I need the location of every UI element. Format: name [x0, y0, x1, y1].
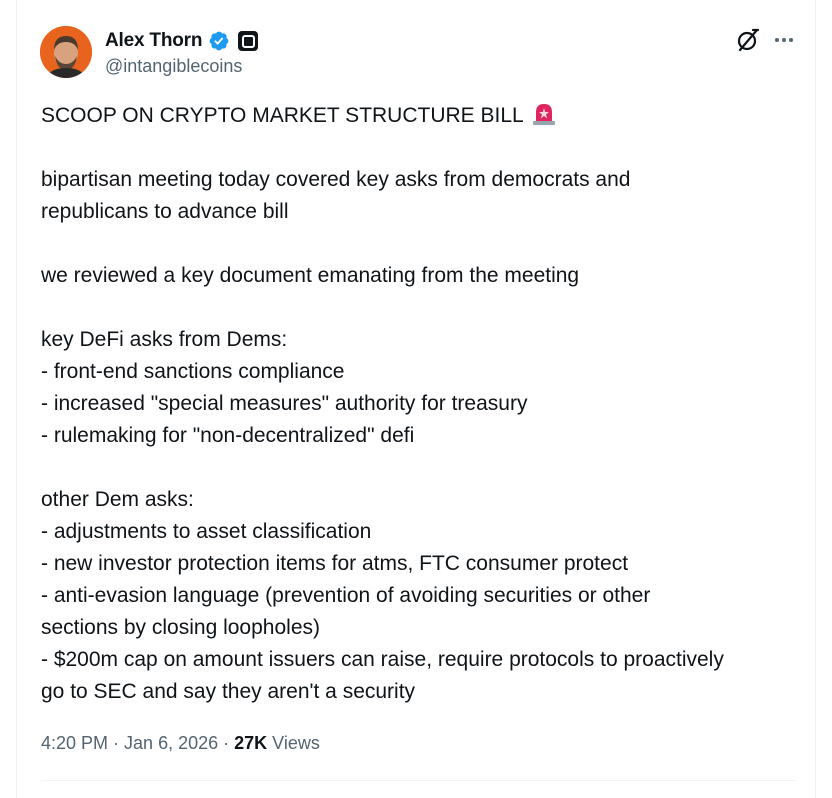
- divider: [41, 780, 796, 781]
- meta-separator: ·: [218, 733, 235, 753]
- tweet-gap: [41, 132, 801, 164]
- author-display-name[interactable]: Alex Thorn: [105, 30, 203, 51]
- tweet-line-review: we reviewed a key document emanating from the meeting: [41, 264, 580, 287]
- verified-badge-icon: [208, 30, 230, 52]
- tweet-gap: [41, 228, 801, 260]
- grok-icon[interactable]: [734, 26, 762, 54]
- tweet-line-headline: SCOOP ON CRYPTO MARKET STRUCTURE BILL: [41, 100, 801, 132]
- tweet-text: [41, 100, 801, 708]
- siren-emoji: [530, 100, 558, 126]
- author-name-row: [105, 28, 258, 54]
- tweet-line-meeting: bipartisan meeting today covered key asks from democrats and republicans to advance bill: [41, 168, 631, 223]
- tweet-gap: [41, 452, 801, 484]
- tweet-gap: [41, 292, 801, 324]
- author-handle[interactable]: @intangiblecoins: [105, 56, 243, 76]
- tweet-line-defi-asks: key DeFi asks from Dems: - front-end sanctions compliance - increased "special measures" authority for treasury - rulemaking for "non-decentralized" defi: [41, 328, 528, 447]
- meta-separator: ·: [108, 733, 125, 753]
- tweet-meta: [41, 733, 320, 754]
- avatar[interactable]: [40, 26, 92, 78]
- views-count[interactable]: 27K: [234, 733, 268, 753]
- affiliate-badge-icon[interactable]: [238, 31, 258, 51]
- tweet-time[interactable]: 4:20 PM: [41, 733, 109, 753]
- more-icon[interactable]: [772, 28, 796, 52]
- tweet-line-other-asks: other Dem asks: - adjustments to asset classification - new investor protection items for atms, FTC consumer protect - anti-evasion language (prevention of avoiding securities or other sections by closing loopholes) - $200m cap on amount issuers can raise, require protocols to proactively go to SEC and say they aren't a security: [41, 488, 724, 703]
- views-label: Views: [267, 733, 320, 753]
- tweet-date[interactable]: Jan 6, 2026: [124, 733, 219, 753]
